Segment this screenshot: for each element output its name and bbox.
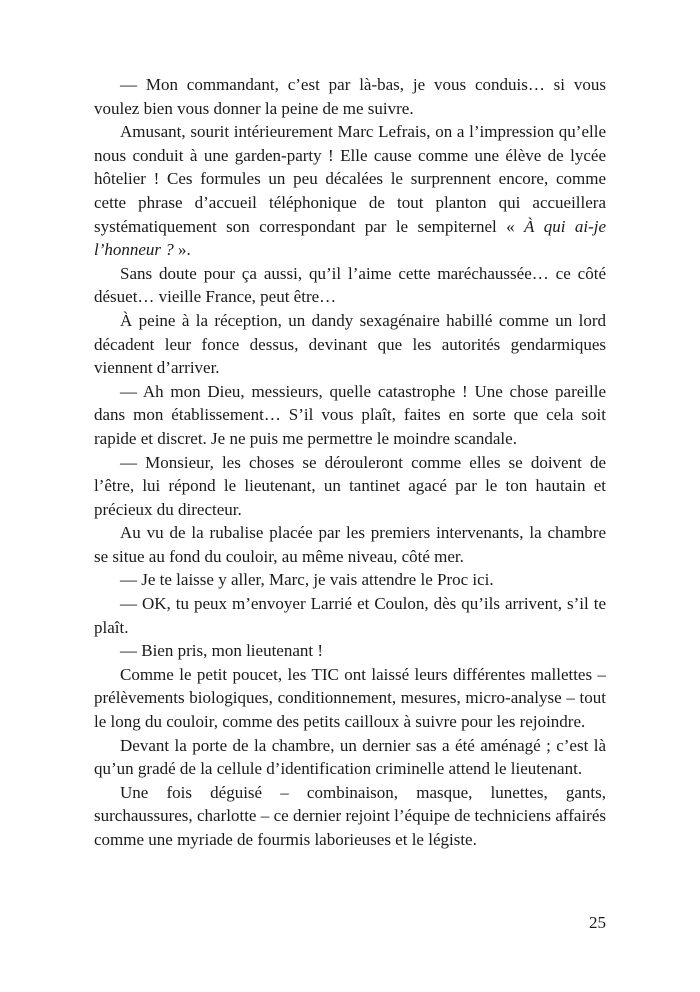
page-body: [94, 73, 606, 852]
paragraph: — Je te laisse y aller, Marc, je vais attendre le Proc ici.: [120, 570, 494, 590]
paragraph: — Ah mon Dieu, messieurs, quelle catastrophe ! Une chose pareille dans mon établissement… S’il vous plaît, faites en sorte que cela soit rapide et discret. Je ne puis me permettre le moindre scandale.: [94, 381, 606, 448]
quote-close: ».: [173, 240, 191, 260]
paragraph: Au vu de la rubalise placée par les premiers intervenants, la chambre se situe au fond du couloir, au même niveau, côté mer.: [94, 523, 606, 566]
paragraph: [94, 120, 606, 262]
quote-italic: À qui ai-je l’honneur ?: [94, 216, 607, 260]
paragraph-text: Amusant, sourit intérieurement Marc Lefrais, on a l’impression qu’elle nous conduit à une garden-party ! Elle cause comme une élève de lycée hôtelier ! Ces formules un peu décalées le surprennent encore, comme cette phrase d’accueil téléphonique de tout planton qui accueillera systématiquement son correspondant par le sempiternel: [94, 122, 606, 236]
paragraph: — OK, tu peux m’envoyer Larrié et Coulon, dès qu’ils arrivent, s’il te plaît.: [94, 594, 606, 637]
paragraph: — Bien pris, mon lieutenant !: [120, 641, 324, 661]
paragraph: — Monsieur, les choses se dérouleront comme elles se doivent de l’être, lui répond le lieutenant, un tantinet agacé par le ton hautain et précieux du directeur.: [94, 452, 606, 519]
paragraph: Devant la porte de la chambre, un dernier sas a été aménagé ; c’est là qu’un gradé de la cellule d’identification criminelle attend le lieutenant.: [94, 735, 606, 779]
quote-open: «: [506, 216, 525, 236]
paragraph: Une fois déguisé – combinaison, masque, lunettes, gants, surchaussures, charlotte – ce dernier rejoint l’équipe de techniciens affairés comme une myriade de fourmis laborieuses et le légiste.: [94, 782, 606, 849]
paragraph: Sans doute pour ça aussi, qu’il l’aime cette maréchaussée… ce côté désuet… vieille France, peut être…: [94, 263, 606, 307]
paragraph: Comme le petit poucet, les TIC ont laissé leurs différentes mallettes – prélèvements biologiques, conditionnement, mesures, micro-analyse – tout le long du couloir, comme des petits cailloux à suivre pour les rejoindre.: [94, 664, 606, 732]
paragraph: — Mon commandant, c’est par là-bas, je vous conduis… si vous voulez bien vous donner la peine de me suivre.: [94, 75, 606, 118]
paragraph: À peine à la réception, un dandy sexagénaire habillé comme un lord décadent leur fonce dessus, devinant que les autorités gendarmiques viennent d’arriver.: [94, 310, 606, 378]
page-number: 25: [589, 913, 606, 932]
